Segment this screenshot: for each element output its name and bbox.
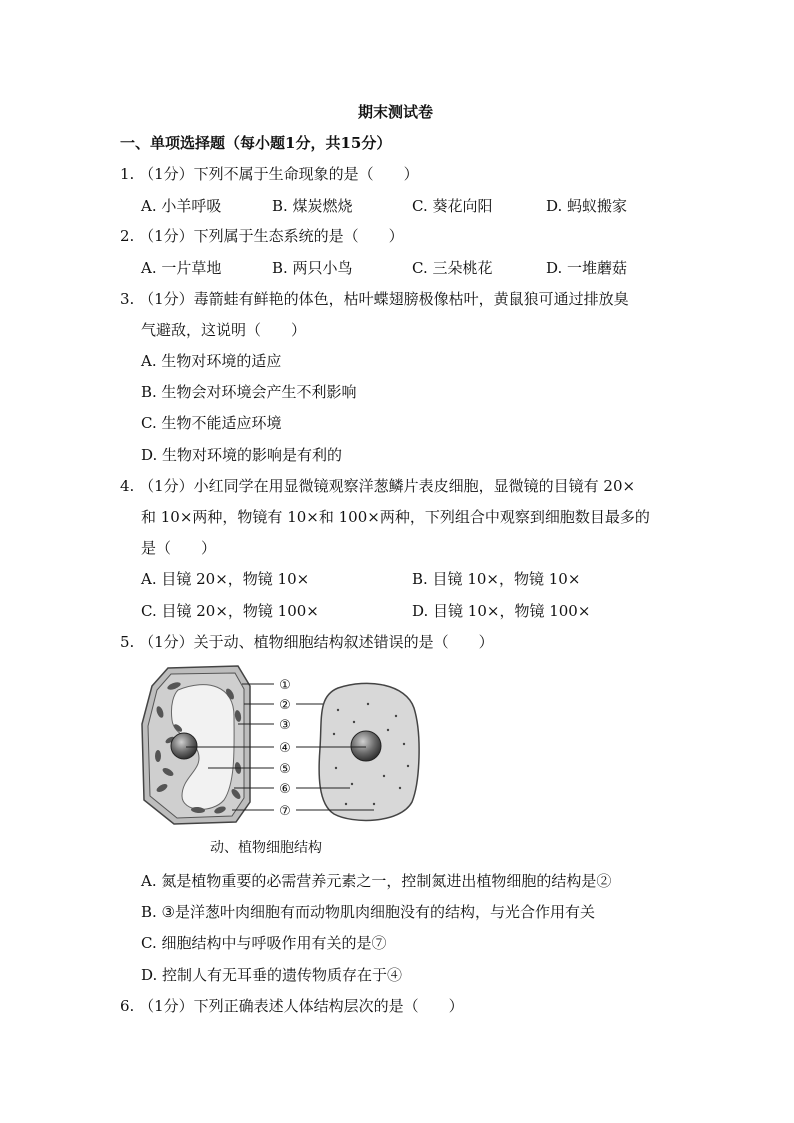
- label-6: ⑥: [279, 782, 291, 797]
- question-1-option-b: B. 煤炭燃烧: [272, 197, 353, 215]
- question-1-option-d: D. 蚂蚁搬家: [546, 197, 628, 215]
- question-3-stem-line-2: 气避敌，这说明（ ）: [141, 321, 307, 339]
- plant-nucleus: [171, 733, 197, 759]
- question-1-option-c: C. 葵花向阳: [412, 197, 493, 215]
- figure-labels: [279, 678, 291, 819]
- label-2: ②: [279, 698, 291, 713]
- question-4-option-d: D. 目镜 10×，物镜 100×: [412, 602, 591, 620]
- question-5-option-a: A. 氮是植物重要的必需营养元素之一，控制氮进出植物细胞的结构是②: [141, 872, 612, 890]
- label-7: ⑦: [279, 804, 291, 819]
- label-4: ④: [279, 741, 291, 756]
- question-2-option-b: B. 两只小鸟: [272, 259, 353, 277]
- question-2-option-a: A. 一片草地: [141, 259, 222, 277]
- question-3-stem-line-1: 3. （1分）毒箭蛙有鲜艳的体色，枯叶蝶翅膀极像枯叶，黄鼠狼可通过排放臭: [120, 290, 629, 308]
- cell-structure-figure: [138, 664, 428, 826]
- animal-nucleus: [351, 731, 381, 761]
- question-5-option-c: C. 细胞结构中与呼吸作用有关的是⑦: [141, 934, 387, 952]
- question-3-option-a: A. 生物对环境的适应: [141, 352, 282, 370]
- question-6-stem: 6. （1分）下列正确表述人体结构层次的是（ ）: [120, 997, 464, 1015]
- question-3-option-d: D. 生物对环境的影响是有利的: [141, 446, 343, 464]
- question-1-option-a: A. 小羊呼吸: [141, 197, 222, 215]
- question-4-stem-line-3: 是（ ）: [141, 539, 217, 557]
- question-5-option-b: B. ③是洋葱叶肉细胞有而动物肌肉细胞没有的结构，与光合作用有关: [141, 903, 596, 921]
- question-4-stem-line-2: 和 10×两种，物镜有 10×和 100×两种，下列组合中观察到细胞数目最多的: [141, 508, 650, 526]
- label-1: ①: [279, 678, 291, 693]
- question-2-option-c: C. 三朵桃花: [412, 259, 493, 277]
- question-2-stem: 2. （1分）下列属于生态系统的是（ ）: [120, 227, 404, 245]
- question-5-option-d: D. 控制人有无耳垂的遗传物质存在于④: [141, 966, 403, 984]
- question-3-option-c: C. 生物不能适应环境: [141, 414, 282, 432]
- question-4-stem-line-1: 4. （1分）小红同学在用显微镜观察洋葱鳞片表皮细胞，显微镜的目镜有 20×: [120, 477, 636, 495]
- question-2-option-d: D. 一堆蘑菇: [546, 259, 628, 277]
- question-3-option-b: B. 生物会对环境会产生不利影响: [141, 383, 357, 401]
- question-5-stem: 5. （1分）关于动、植物细胞结构叙述错误的是（ ）: [120, 633, 494, 651]
- label-5: ⑤: [279, 762, 291, 777]
- question-4-option-b: B. 目镜 10×，物镜 10×: [412, 570, 581, 588]
- section-heading: 一、单项选择题（每小题1分，共15分）: [120, 134, 392, 152]
- figure-caption: 动、植物细胞结构: [210, 840, 322, 856]
- page-title: 期末测试卷: [358, 103, 434, 121]
- question-1-stem: 1. （1分）下列不属于生命现象的是（ ）: [120, 165, 419, 183]
- question-4-option-c: C. 目镜 20×，物镜 100×: [141, 602, 319, 620]
- question-4-option-a: A. 目镜 20×，物镜 10×: [141, 570, 310, 588]
- label-3: ③: [279, 718, 291, 733]
